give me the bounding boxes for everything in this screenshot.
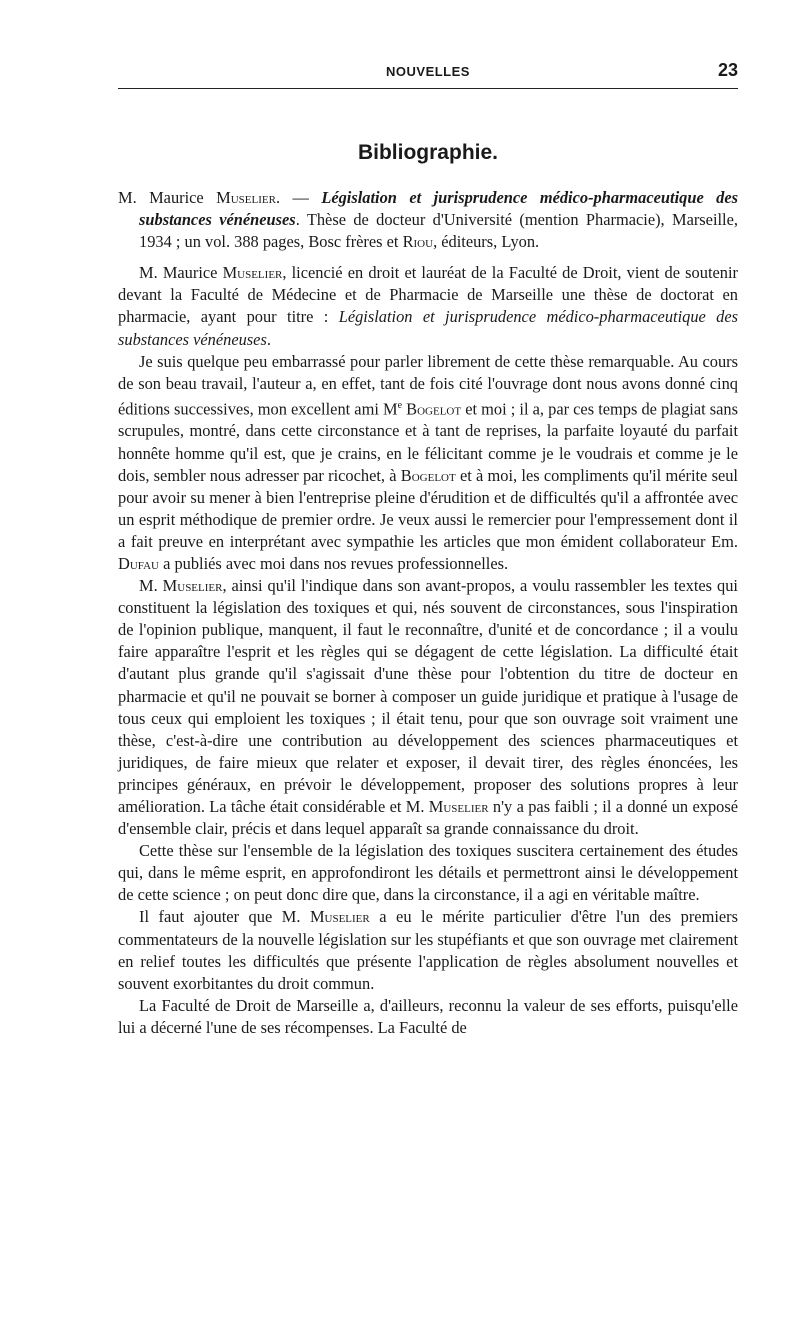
reference-author: Muselier <box>216 188 276 207</box>
p3-author: Muselier <box>162 576 223 596</box>
p2-name-bogelot-2: Bogelot <box>400 465 456 485</box>
p2-name-bogelot: Bogelot <box>406 399 462 419</box>
p2-d: et moi ; il a, par ces temps de plagiat sans scrupules, montré, dans cette circonstance et à tant de reprises, la parfaite loyauté du parfait honnête homme qu'il est, que je crains, en le félicitant comme je le voudrais et comme je le dois, sembler nous adresser par ricochet, à <box>118 399 738 485</box>
p2-h: a publiés avec moi dans nos revues professionnelles. <box>158 553 509 573</box>
reference-details: . Thèse de docteur d'Université (mention Pharmacie), Marseille, 1934 ; un vol. 388 pages, Bosc frères et <box>139 210 738 252</box>
running-header <box>118 60 738 89</box>
reference-prefix: M. Maurice <box>118 188 217 207</box>
paragraph-1 <box>118 262 738 350</box>
p1-thesis-title: Législation et jurisprudence médico-pharmaceutique des substances vénéneuses <box>118 307 739 349</box>
running-title: NOUVELLES <box>386 64 470 79</box>
section-title: Bibliographie. <box>357 141 498 164</box>
p5-a: Il faut ajouter que M. <box>139 907 310 927</box>
p3-a: M. <box>139 576 163 596</box>
paragraph-6: La Faculté de Droit de Marseille a, d'ailleurs, reconnu la valeur de ses efforts, puisqu'elle lui a décerné l'une de ses récompenses. La Faculté de <box>118 995 738 1037</box>
reference-publisher: Riou <box>402 232 434 252</box>
p1-c: , licencié en droit et lauréat de la Faculté de Droit, vient de soutenir devant la Faculté de Médecine et de Pharmacie de Marseille une thèse de doctorat en pharmacie, ayant pour titre : <box>118 263 738 327</box>
reference-title: Législation et jurisprudence médico-pharmaceutique des substances vénéneuses <box>139 188 738 230</box>
page <box>118 60 738 1039</box>
paragraph-5 <box>118 906 738 994</box>
p3-author-2: Muselier <box>428 797 489 816</box>
bibliographic-reference <box>118 187 738 253</box>
p3-c: , ainsi qu'il l'indique dans son avant-propos, a voulu rassembler les textes qui constituent la législation des toxiques et qui, nés souvent de circonstances, sous l'inspiration de l'opinion publique, manquent, il faut le reconnaître, d'unité et de concordance ; il a voulu faire apparaître l'esprit et les règles qui se dégagent de cette législation. La difficulté était d'autant plus grande qu'il s'agissait d'une thèse pour l'obtention du titre de docteur en pharmacie et qu'il ne pouvait se borner à composer un guide juridique et pratique à l'usage de tous ceux qui emploient les toxiques ; il était tenu, pour que son ouvrage soit vraiment une thèse, c'est-à-dire une contribution au développement des sciences pharmaceutiques et juridiques, de faire mieux que relater et exposer, il devait tirer, des règles énoncées, les principes généraux, en prévoir le développement, proposer des solutions propres à leur amélioration. La tâche était considérable et M. <box>118 576 738 816</box>
p1-a: M. Maurice <box>139 263 223 283</box>
p2-name-dufau: Dufau <box>118 553 159 573</box>
reference-separator: . — <box>275 188 322 207</box>
p5-c: a eu le mérite particulier d'être l'un des premiers commentateurs de la nouvelle législation sur les stupéfiants et que son ouvrage met clairement en relief toutes les difficultés que présente l'application de règles absolument nouvelles et souvent exorbitantes du droit commun. <box>118 907 738 993</box>
paragraph-3 <box>118 575 738 840</box>
p2-f: et à moi, les compliments qu'il mérite seul pour avoir su mener à bien l'entreprise pleine d'érudition et de difficultés qu'il a affrontée avec un esprit méthodique de premier ordre. Je veux aussi le remercier pour l'empressement dont il a fait preuve en interprétant avec sympathie les articles que mon émident collaborateur Em. <box>118 465 738 551</box>
p2-a: Je suis quelque peu embarrassé pour parler librement de cette thèse remarquable. Au cours de son beau travail, l'auteur a, en effet, tant de fois cité l'ouvrage dont nous avons donné cinq éditions successives, mon excellent ami M <box>118 351 738 419</box>
p5-author: Muselier <box>309 907 370 927</box>
paragraph-4: Cette thèse sur l'ensemble de la législation des toxiques suscitera certainement des études qui, dans le même esprit, en approfondiront les détails et permettront ainsi le développement de cette science ; on peut donc dire que, dans la circonstance, il a agi en véritable maître. <box>118 841 738 905</box>
p3-e: n'y a pas faibli ; il a donné un exposé d'ensemble clair, précis et dans lequel apparaît sa grande connaissance du droit. <box>118 797 738 839</box>
paragraph-2 <box>118 351 738 575</box>
p1-author: Muselier <box>222 263 283 283</box>
p2-sup: e <box>397 399 403 411</box>
reference-details-end: , éditeurs, Lyon. <box>433 232 540 252</box>
page-number: 23 <box>717 60 738 80</box>
p1-e: . <box>266 329 271 349</box>
